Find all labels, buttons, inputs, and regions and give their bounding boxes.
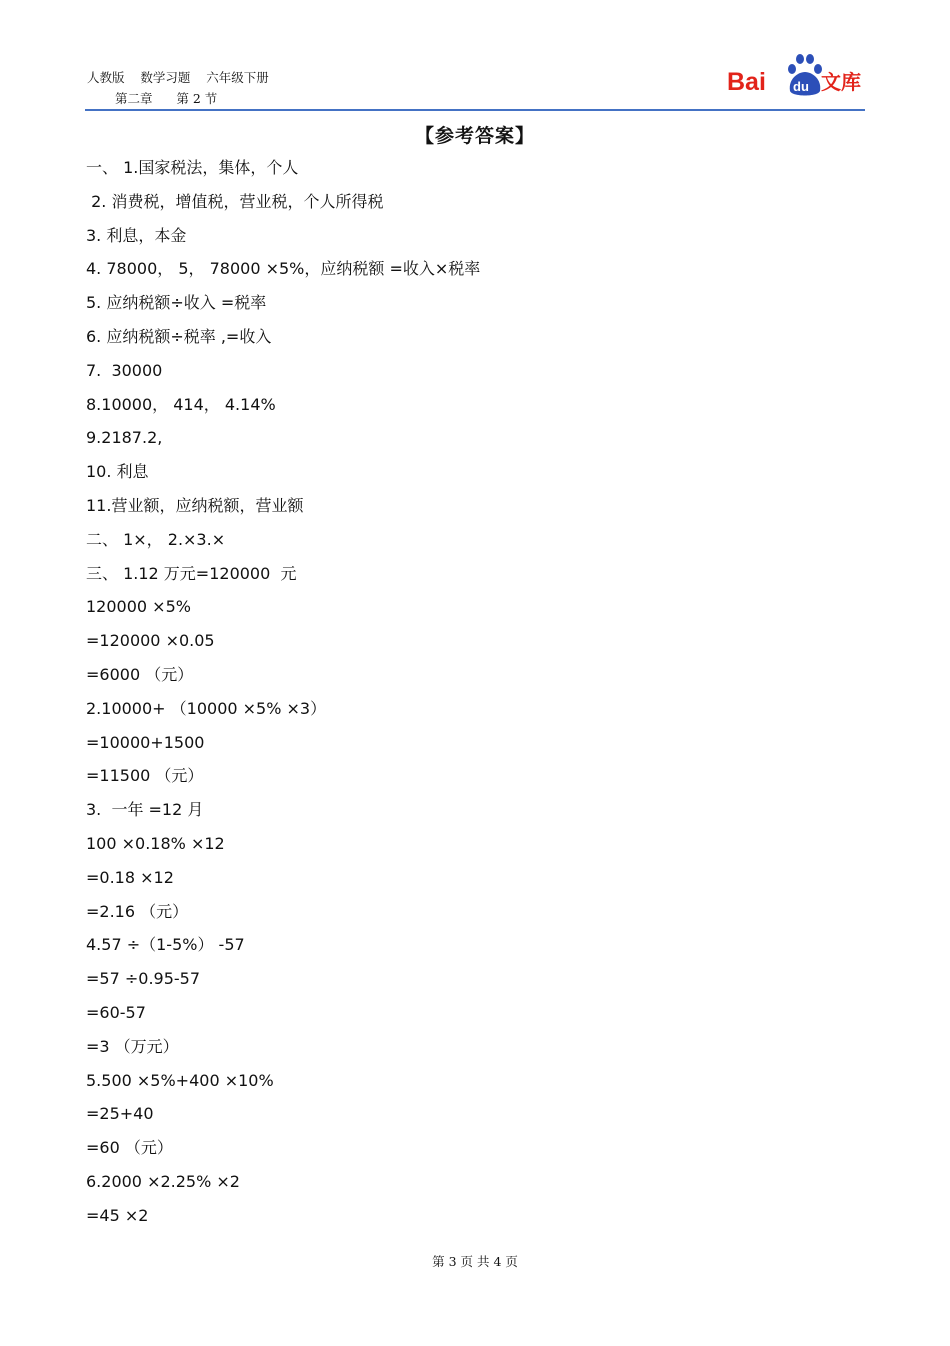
answer-line: =60 （元） bbox=[86, 1138, 173, 1158]
answer-line: =2.16 （元） bbox=[86, 901, 189, 921]
answer-line: 2.10000+ （10000 ×5% ×3） bbox=[86, 698, 327, 718]
answer-line: 120000 ×5% bbox=[86, 597, 191, 617]
answer-line: 4. 78000， 5， 78000 ×5%，应纳税额 =收入×税率 bbox=[86, 259, 481, 279]
paw-pad-mid-right bbox=[806, 54, 814, 64]
answer-line: =10000+1500 bbox=[86, 732, 205, 752]
answer-line: =57 ÷0.95-57 bbox=[86, 969, 201, 989]
answer-line: =25+40 bbox=[86, 1104, 154, 1124]
answer-line: 11.营业额，应纳税额，营业额 bbox=[86, 495, 304, 515]
answer-line: =6000 （元） bbox=[86, 664, 194, 684]
answer-line: 10. 利息 bbox=[86, 462, 149, 482]
answer-line: 7. 30000 bbox=[86, 360, 163, 380]
answer-line: 5. 应纳税额÷收入 =税率 bbox=[86, 293, 267, 313]
answer-line: 6. 应纳税额÷税率 ,=收入 bbox=[86, 326, 272, 346]
answer-line: 9.2187.2, bbox=[86, 428, 163, 448]
answer-line: 二、 1×， 2.×3.× bbox=[86, 529, 226, 549]
header-chapter-info: 第二章 第 2 节 bbox=[115, 91, 218, 106]
answer-line: 3. 利息，本金 bbox=[86, 225, 187, 245]
answer-line: =3 （万元） bbox=[86, 1036, 179, 1056]
answer-line: 6.2000 ×2.25% ×2 bbox=[86, 1171, 240, 1191]
paw-pad-left bbox=[788, 64, 796, 74]
answer-line: 4.57 ÷（1-5%） -57 bbox=[86, 935, 245, 955]
answer-list bbox=[86, 155, 480, 1237]
answer-line: 2. 消费税，增值税，营业税，个人所得税 bbox=[86, 191, 384, 211]
logo-text-wenku: 文库 bbox=[821, 70, 861, 94]
answer-line: =11500 （元） bbox=[86, 766, 204, 786]
answer-line: 3. 一年 =12 月 bbox=[86, 800, 204, 820]
header-divider bbox=[85, 109, 865, 111]
answer-line: =45 ×2 bbox=[86, 1205, 149, 1225]
answer-line: 一、 1.国家税法，集体，个人 bbox=[86, 158, 299, 177]
logo-text-bai: Bai bbox=[727, 68, 766, 96]
paw-pad-mid-left bbox=[796, 54, 804, 64]
answer-line: 100 ×0.18% ×12 bbox=[86, 833, 225, 853]
answer-line: =0.18 ×12 bbox=[86, 867, 174, 887]
page-title: 【参考答案】 bbox=[414, 125, 535, 147]
page-footer: 第 3 页 共 4 页 bbox=[432, 1254, 518, 1269]
answer-line: =120000 ×0.05 bbox=[86, 631, 215, 651]
answer-line: 8.10000， 414， 4.14% bbox=[86, 394, 276, 414]
answer-line: =60-57 bbox=[86, 1002, 146, 1022]
baidu-wenku-logo bbox=[726, 51, 863, 99]
answer-line: 三、 1.12 万元=120000 元 bbox=[86, 563, 297, 583]
answer-line: 5.500 ×5%+400 ×10% bbox=[86, 1070, 274, 1090]
header-book-info: 人教版 数学习题 六年级下册 bbox=[87, 70, 269, 85]
logo-text-du: du bbox=[793, 79, 809, 94]
